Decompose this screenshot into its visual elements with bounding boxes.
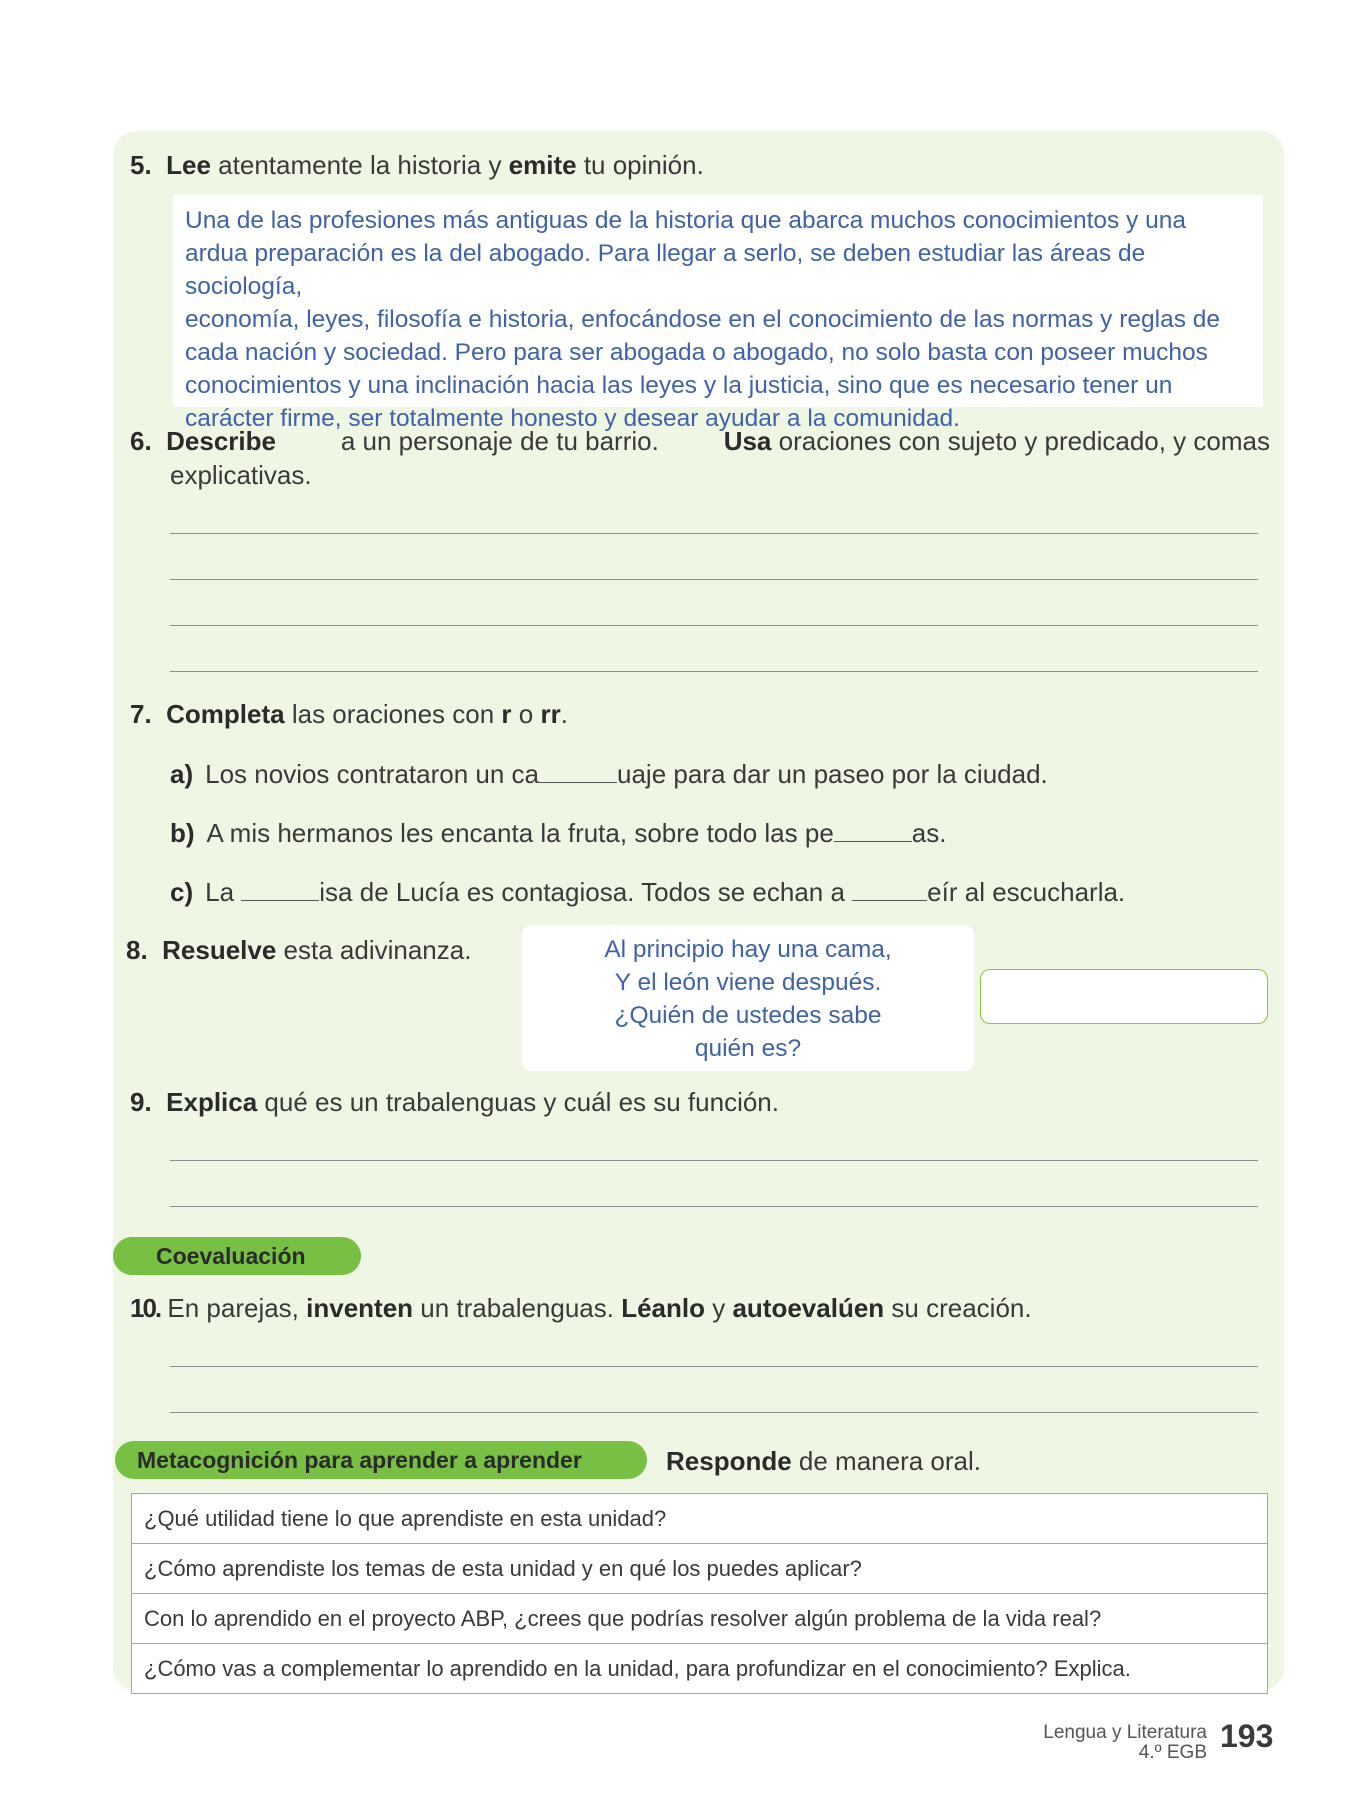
table-row: ¿Cómo aprendiste los temas de esta unidad y en qué los puedes aplicar? [132, 1544, 1268, 1594]
answer-line[interactable] [170, 1160, 1258, 1161]
question-6: 6. Describe a un personaje de tu barrio. Usa oraciones con sujeto y predicado, y comas explicativas. [130, 426, 1270, 490]
item-a: a) Los novios contrataron un ca uaje para dar un paseo por la ciudad. [170, 756, 1048, 791]
question-7: 7. Completa las oraciones con r o rr. [130, 699, 568, 729]
footer-subject: Lengua y Literatura 4.º EGB [1043, 1722, 1207, 1763]
riddle-box: Al principio hay una cama, Y el león viene después. ¿Quién de ustedes sabe quién es? [522, 925, 974, 1071]
question-number: 5. [130, 150, 152, 180]
answer-line[interactable] [170, 1206, 1258, 1207]
metacognicion-instruction: Responde de manera oral. [666, 1446, 982, 1476]
metacognicion-table [131, 1493, 1268, 1694]
fill-blank[interactable] [241, 874, 319, 901]
fill-blank[interactable] [539, 756, 617, 783]
question-8: 8. Resuelve esta adivinanza. [126, 935, 472, 965]
answer-line[interactable] [170, 533, 1258, 534]
page-number: 193 [1220, 1718, 1274, 1754]
answer-line[interactable] [170, 579, 1258, 580]
coevaluacion-label: Coevaluación [113, 1237, 361, 1275]
question-10: 10. En parejas, inventen un trabalenguas. Léanlo y autoevalúen su creación. [130, 1293, 1032, 1323]
riddle-answer-box[interactable] [980, 969, 1268, 1024]
table-row: Con lo aprendido en el proyecto ABP, ¿crees que podrías resolver algún problema de la vida real? [132, 1594, 1268, 1644]
item-c: c) La isa de Lucía es contagiosa. Todos se echan a eír al escucharla. [170, 874, 1125, 909]
table-row: ¿Qué utilidad tiene lo que aprendiste en esta unidad? [132, 1494, 1268, 1544]
item-b: b) A mis hermanos les encanta la fruta, sobre todo las pe as. [170, 815, 946, 850]
answer-line[interactable] [170, 671, 1258, 672]
question-5: 5. Lee atentamente la historia y emite tu opinión. [130, 150, 704, 180]
question-9: 9. Explica qué es un trabalenguas y cuál es su función. [130, 1087, 779, 1117]
reading-passage: Una de las profesiones más antiguas de la historia que abarca muchos conocimientos y una ardua preparación es la del abogado. Para llegar a serlo, se deben estudiar las áreas de sociología, economía, leyes, filosofía e historia, enfocándose en el conocimiento de las normas y reglas de cada nación y sociedad. Pero para ser abogada o abogado, no solo basta con poseer muchos conocimientos y una inclinación hacia las leyes y la justicia, sino que es necesario tener un carácter firme, ser totalmente honesto y desear ayudar a la comunidad. [173, 195, 1263, 407]
answer-line[interactable] [170, 1366, 1258, 1367]
answer-line[interactable] [170, 1412, 1258, 1413]
fill-blank[interactable] [852, 874, 927, 901]
instruction-verb: Lee [166, 150, 211, 180]
metacognicion-label: Metacognición para aprender a aprender [115, 1441, 647, 1479]
answer-line[interactable] [170, 625, 1258, 626]
table-row: ¿Cómo vas a complementar lo aprendido en la unidad, para profundizar en el conocimiento? Explica. [132, 1644, 1268, 1694]
fill-blank[interactable] [834, 815, 912, 842]
